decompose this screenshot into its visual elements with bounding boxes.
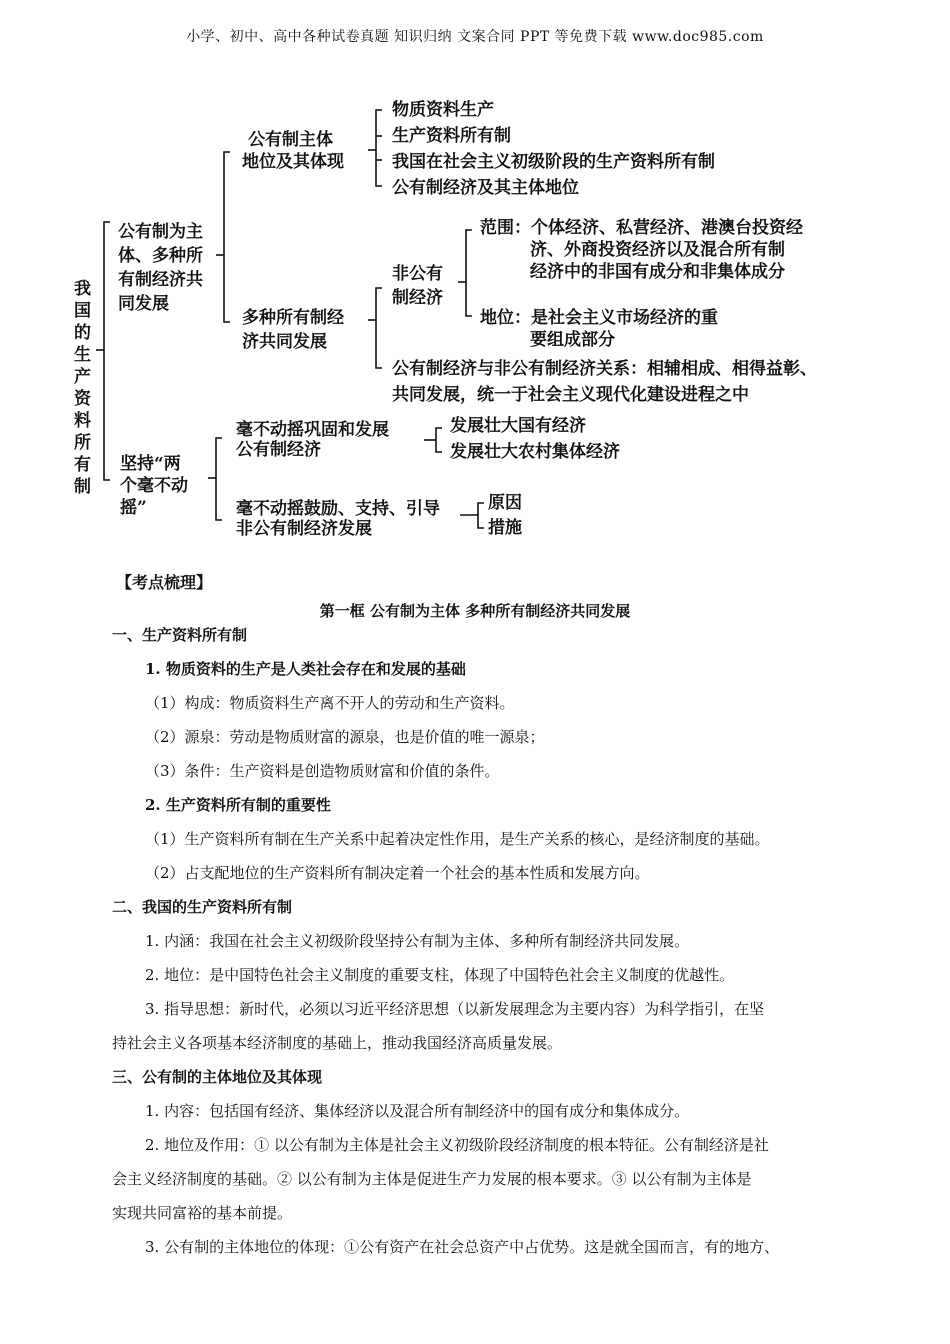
paragraph: 3. 公有制的主体地位的体现：①公有资产在社会总资产中占优势。这是就全国而言，有的地方、	[145, 1238, 780, 1256]
status-line2: 要组成部分	[530, 330, 615, 350]
branch1-label-line4: 同发展	[118, 294, 169, 314]
status-line1: 地位：是社会主义市场经济的重	[480, 308, 718, 328]
subheading: 2. 生产资料所有制的重要性	[145, 796, 331, 814]
paragraph: 持社会主义各项基本经济制度的基础上，推动我国经济高质量发展。	[112, 1034, 563, 1052]
b2-sub1-line2: 公有制经济	[236, 440, 321, 460]
heading-1: 一、生产资料所有制	[112, 626, 248, 644]
branch1-label-line3: 有制经济共	[118, 270, 203, 290]
heading-2: 二、我国的生产资料所有制	[112, 898, 293, 916]
section-label: 【考点梳理】	[116, 573, 213, 592]
branch1-label-line1: 公有制为主	[118, 222, 203, 242]
relation-line1: 公有制经济与非公有制经济关系：相辅相成、相得益彰、	[392, 359, 817, 379]
lesson-subtitle: 第一框 公有制为主体 多种所有制经济共同发展	[319, 602, 631, 620]
paragraph: 2. 地位：是中国特色社会主义制度的重要支柱，体现了中国特色社会主义制度的优越性。	[145, 966, 735, 984]
b2-sub2-line2: 非公有制经济发展	[236, 519, 372, 539]
b2-sub1-line1: 毫不动摇巩固和发展	[236, 420, 389, 440]
paragraph: 实现共同富裕的基本前提。	[112, 1204, 293, 1222]
page-header: 小学、初中、高中各种试卷真题 知识归纳 文案合同 PPT 等免费下载 www.doc985.com	[186, 29, 764, 45]
paragraph: （1）生产资料所有制在生产关系中起着决定性作用，是生产关系的核心，是经济制度的基础。	[145, 830, 770, 848]
branch2-label-line2: 个毫不动	[120, 476, 188, 496]
sub2-label-line2: 济共同发展	[242, 332, 327, 352]
paragraph: （1）构成：物质资料生产离不开人的劳动和生产资料。	[145, 694, 515, 712]
sub1-label-line2: 地位及其体现	[242, 152, 344, 172]
b2-sub2-item: 措施	[488, 518, 522, 538]
subheading: 1. 物质资料的生产是人类社会存在和发展的基础	[145, 660, 466, 678]
paragraph: 会主义经济制度的基础。② 以公有制为主体是促进生产力发展的根本要求。③ 以公有制为主体是	[112, 1170, 752, 1188]
paragraph: （2）源泉：劳动是物质财富的源泉，也是价值的唯一源泉；	[145, 728, 545, 746]
b2-sub1-item: 发展壮大农村集体经济	[450, 442, 620, 462]
branch2-label-line3: 摇”	[120, 498, 147, 518]
paragraph: 3. 指导思想：新时代，必须以习近平经济思想（以新发展理念为主要内容）为科学指引，在坚	[145, 1000, 765, 1018]
nonpublic-label-line1: 非公有	[392, 264, 443, 284]
scope-line1: 范围：个体经济、私营经济、港澳台投资经	[480, 218, 803, 238]
sub2-label-line1: 多种所有制经	[242, 308, 344, 328]
scope-line3: 经济中的非国有成分和非集体成分	[530, 262, 785, 282]
paragraph: 1. 内容：包括国有经济、集体经济以及混合所有制经济中的国有成分和集体成分。	[145, 1102, 690, 1120]
scope-line2: 济、外商投资经济以及混合所有制	[530, 240, 785, 260]
paragraph: 2. 地位及作用：① 以公有制为主体是社会主义初级阶段经济制度的根本特征。公有制经济是社	[145, 1136, 769, 1154]
mind-map	[0, 0, 950, 560]
branch2-label-line1: 坚持“两	[120, 454, 181, 474]
nonpublic-label-line2: 制经济	[392, 288, 443, 308]
sub1-item: 公有制经济及其主体地位	[392, 178, 579, 198]
paragraph: 1. 内涵：我国在社会主义初级阶段坚持公有制为主体、多种所有制经济共同发展。	[145, 932, 690, 950]
mind-map-root: 我国的生产资料所有制	[74, 279, 91, 497]
relation-line2: 共同发展，统一于社会主义现代化建设进程之中	[392, 385, 749, 405]
sub1-item: 物质资料生产	[392, 100, 494, 120]
paragraph: （3）条件：生产资料是创造物质财富和价值的条件。	[145, 762, 500, 780]
sub1-label-line1: 公有制主体	[248, 130, 333, 150]
sub1-item: 生产资料所有制	[392, 126, 511, 146]
branch1-label-line2: 体、多种所	[118, 246, 203, 266]
paragraph: （2）占支配地位的生产资料所有制决定着一个社会的基本性质和发展方向。	[145, 864, 650, 882]
b2-sub1-item: 发展壮大国有经济	[450, 416, 586, 436]
b2-sub2-line1: 毫不动摇鼓励、支持、引导	[236, 499, 440, 519]
heading-3: 三、公有制的主体地位及其体现	[112, 1068, 323, 1086]
b2-sub2-item: 原因	[488, 493, 522, 513]
sub1-item: 我国在社会主义初级阶段的生产资料所有制	[392, 152, 715, 172]
